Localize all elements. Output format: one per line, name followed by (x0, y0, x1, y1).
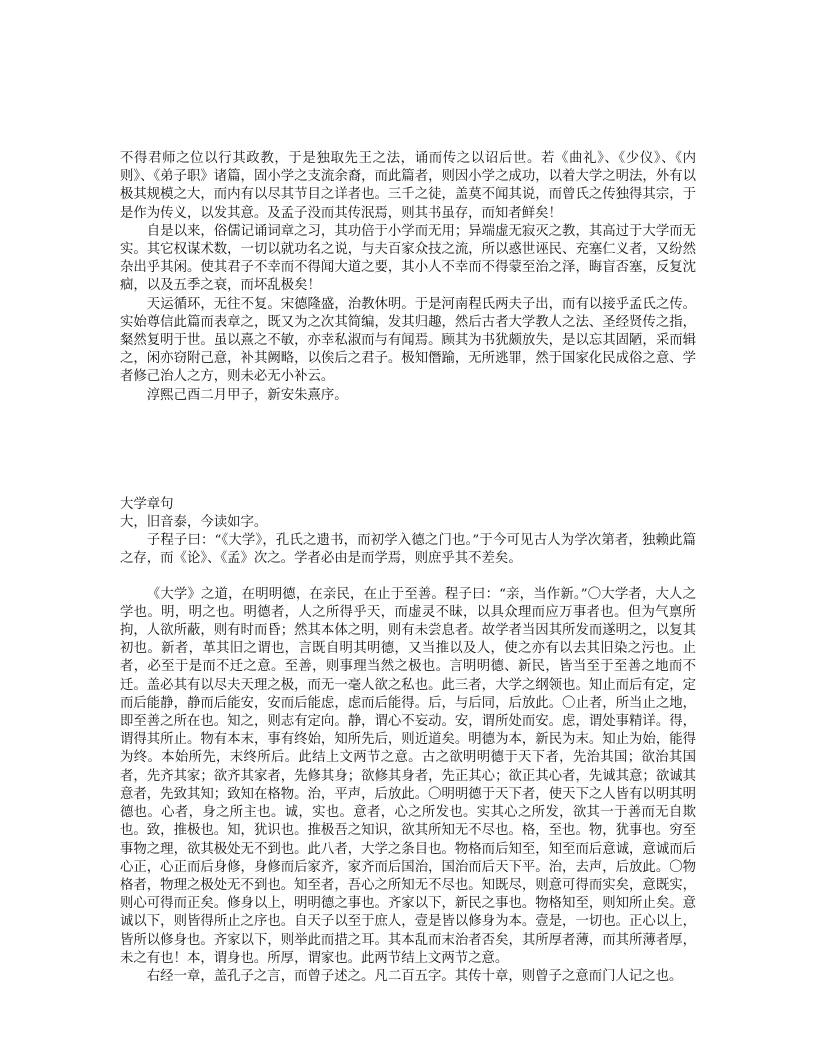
document-page (120, 150, 696, 986)
preface-signature: 淳熙己酉二月甲子，新安朱熹序。 (146, 387, 348, 403)
pronunciation-note: 大，旧音泰，今读如字。 (120, 515, 268, 531)
paragraph-spacer (120, 569, 696, 586)
chapter-closing: 右经一章，盖孔子之言，而曾子述之。凡二百五字。其传十章，则曾子之意而门人记之也。 (146, 968, 683, 984)
preface-paragraph: 不得君师之位以行其政教，于是独取先王之法，诵而传之以诏后世。若《曲礼》、《少仪》、《内则》、《弟子职》诸篇，固小学之支流余裔，而此篇者，则因小学之成功，以着大学之明法，外有以极其规模之大，而内有以尽其节目之详者也。三千之徒，盖莫不闻其说，而曾氏之传独得其宗，于是作为传义，以发其意。及孟子没而其传泯焉，则其书虽存，而知者鲜矣！ (120, 151, 696, 221)
preface-section (120, 150, 696, 405)
section-spacer (120, 405, 696, 496)
chapter-section (120, 496, 696, 986)
chapter-body: 《大学》之道，在明明德，在亲民，在止于至善。程子曰：“亲，当作新。”〇大学者，大人之学也。明，明之也。明德者，人之所得乎天，而虚灵不昧，以具众理而应万事者也。但为气禀所拘，人欲所蔽，则有时而昏；然其本体之明，则有未尝息者。故学者当因其所发而遂明之，以复其初也。新者，革其旧之谓也，言既自明其明德，又当推以及人，使之亦有以去其旧染之污也。止者，必至于是而不迁之意。至善，则事理当然之极也。言明明德、新民，皆当至于至善之地而不迁。盖必其有以尽夫天理之极，而无一毫人欲之私也。此三者，大学之纲领也。知止而后有定，定而后能静，静而后能安，安而后能虑，虑而后能得。后，与后同，后放此。〇止者，所当止之地，即至善之所在也。知之，则志有定向。静，谓心不妄动。安，谓所处而安。虑，谓处事精详。得，谓得其所止。物有本末，事有终始，知所先后，则近道矣。明德为本，新民为末。知止为始，能得为终。本始所先，末终所后。此结上文两节之意。古之欲明明德于天下者，先治其国；欲治其国者，先齐其家；欲齐其家者，先修其身；欲修其身者，先正其心；欲正其心者，先诚其意；欲诚其意者，先致其知；致知在格物。治，平声，后放此。〇明明德于天下者，使天下之人皆有以明其明德也。心者，身之所主也。诚，实也。意者，心之所发也。实其心之所发，欲其一于善而无自欺也。致，推极也。知，犹识也。推极吾之知识，欲其所知无不尽也。格，至也。物，犹事也。穷至事物之理，欲其极处无不到也。此八者，大学之条目也。物格而后知至，知至而后意诚，意诚而后心正，心正而后身修，身修而后家齐，家齐而后国治，国治而后天下平。治，去声，后放此。〇物格者，物理之极处无不到也。知至者，吾心之所知无不尽也。知既尽，则意可得而实矣，意既实，则心可得而正矣。修身以上，明明德之事也。齐家以下，新民之事也。物格知至，则知所止矣。意诚以下，则皆得所止之序也。自天子以至于庶人，壹是皆以修身为本。壹是，一切也。正心以上，皆所以修身也。齐家以下，则举此而措之耳。其本乱而末治者否矣，其所厚者薄，而其所薄者厚，未之有也！本，谓身也。所厚，谓家也。此两节结上文两节之意。 (120, 586, 696, 966)
chapter-title: 大学章句 (120, 496, 174, 512)
chapter-intro: 子程子曰：“《大学》，孔氏之遗书，而初学入德之门也。”于今可见古人为学次第者，独赖此篇之存，而《论》、《孟》次之。学者必由是而学焉，则庶乎其不差矣。 (120, 533, 696, 567)
preface-paragraph: 自是以来，俗儒记诵词章之习，其功倍于小学而无用；异端虚无寂灭之教，其高过于大学而无实。其它权谋术数，一切以就功名之说，与夫百家众技之流，所以惑世诬民、充塞仁义者，又纷然杂出乎其闲。使其君子不幸而不得闻大道之要，其小人不幸而不得蒙至治之泽，晦盲否塞，反复沈痼，以及五季之衰，而坏乱极矣！ (120, 223, 696, 294)
preface-paragraph: 天运循环，无往不复。宋德隆盛，治教休明。于是河南程氏两夫子出，而有以接乎孟氏之传。实始尊信此篇而表章之，既又为之次其简编，发其归趣，然后古者大学教人之法、圣经贤传之指，粲然复明于世。虽以熹之不敏，亦幸私淑而与有闻焉。顾其为书犹颇放失，是以忘其固陋，采而辑之，闲亦窃附己意，补其阙略，以俟后之君子。极知僭踰，无所逃罪，然于国家化民成俗之意、学者修己治人之方，则未必无小补云。 (120, 296, 696, 385)
